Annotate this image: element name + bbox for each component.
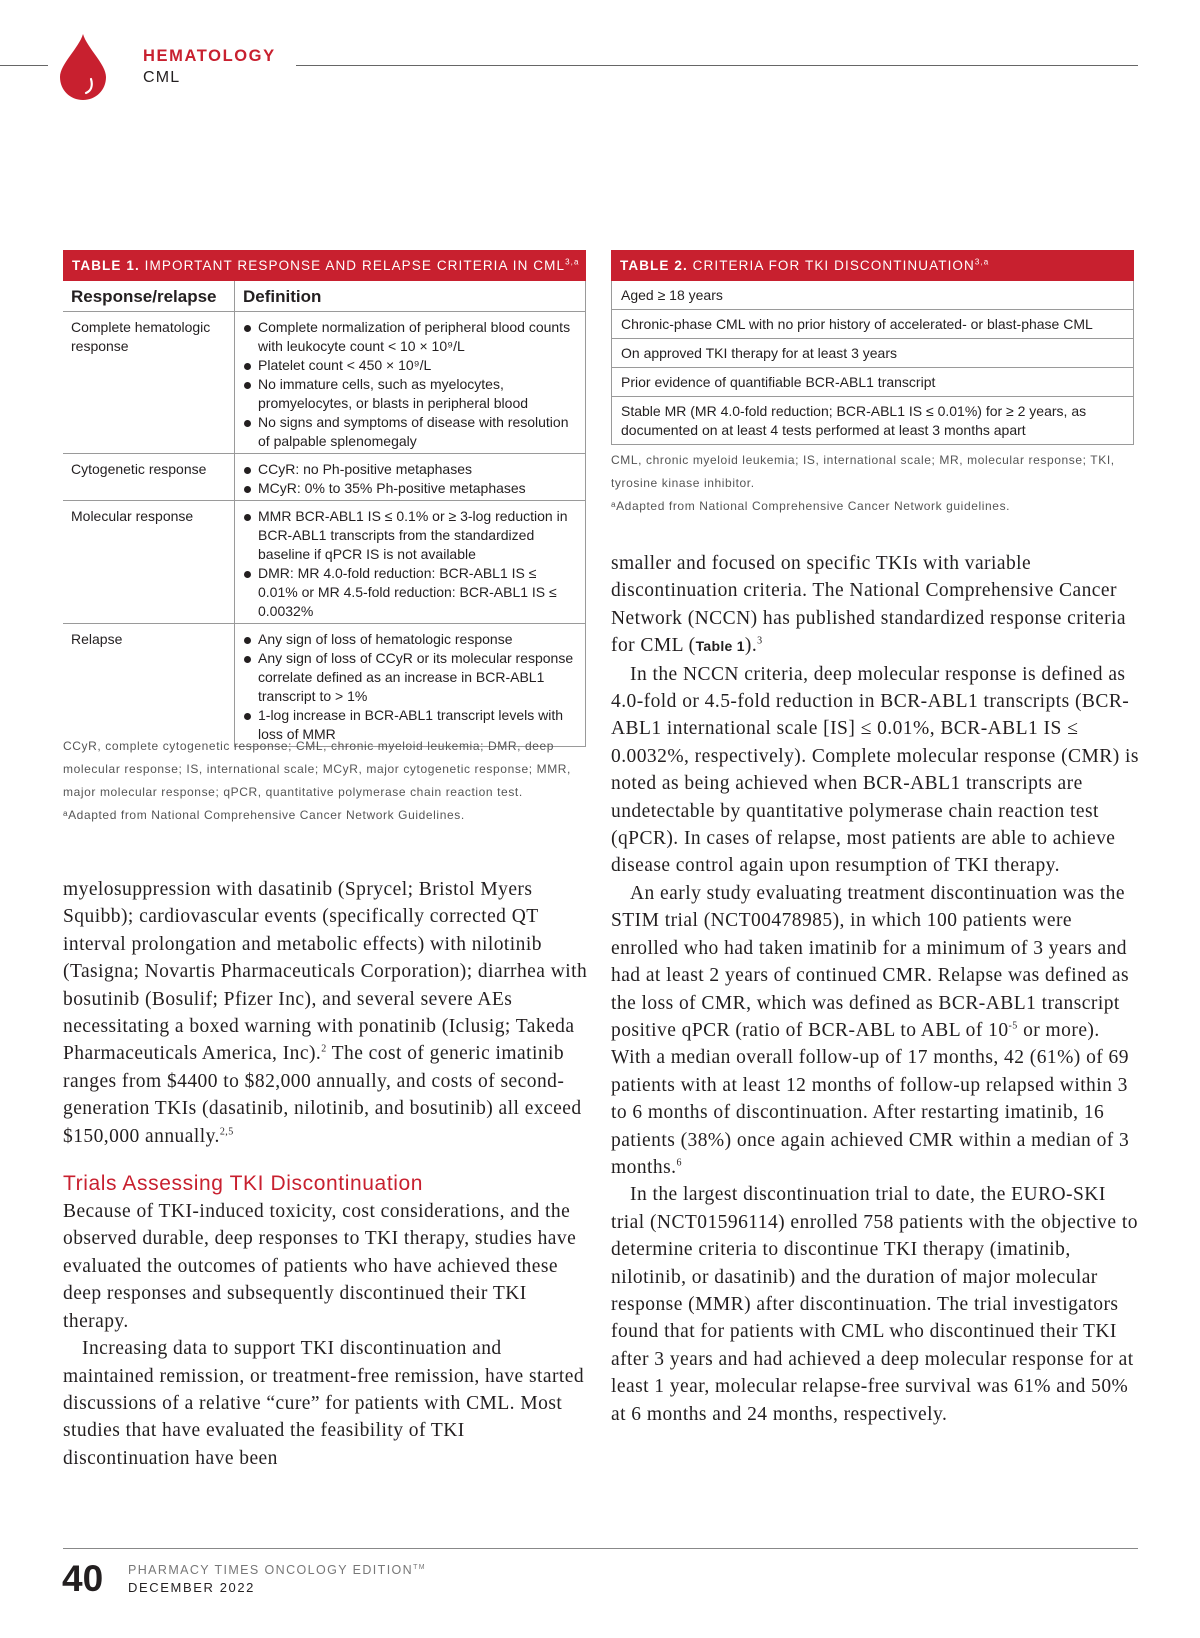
publication-name: [128, 1563, 426, 1577]
table-1-abbreviations: CCyR, complete cytogenetic response; CML, chronic myeloid leukemia; DMR, deep molecular response; IS, international scale; MCyR, major cytogenetic response; MMR, major molecular response; qPCR, quantitative polymerase chain reaction test.: [63, 739, 571, 799]
list-item: MMR BCR-ABL1 IS ≤ 0.1% or ≥ 3-log reduction in BCR-ABL1 transcripts from the standardized baseline if qPCR IS is not available: [243, 507, 577, 564]
table-1-col-header-term: Response/relapse: [63, 281, 235, 312]
footer-rule: [63, 1548, 1138, 1549]
table-2: [611, 250, 1134, 445]
table-cell-term: Cytogenetic response: [63, 454, 235, 501]
list-item: Complete normalization of peripheral blood counts with leukocyte count < 10 × 10⁹/L: [243, 318, 577, 356]
list-item: No immature cells, such as myelocytes, promyelocytes, or blasts in peripheral blood: [243, 375, 577, 413]
header-rule-left: [0, 65, 48, 66]
body-paragraph: In the largest discontinuation trial to date, the EURO-SKI trial (NCT01596114) enrolled 758 patients with the objective to determine criteria to discontinue TKI therapy (imatinib, nilotinib, or dasatinib) and the duration of major molecular response (MMR) after discontinuation. The trial investigators found that for patients with CML who discontinued their TKI after 3 years and had achieved a deep molecular response for at least 1 year, molecular relapse-free survival was 61% and 50% at 6 months and 24 months, respectively.: [611, 1184, 1138, 1425]
publication-title: PHARMACY TIMES ONCOLOGY EDITION: [128, 1563, 414, 1577]
right-column: [611, 550, 1141, 1428]
table-row: [63, 312, 585, 454]
table-2-title: [611, 250, 1134, 281]
table-row: [612, 339, 1134, 368]
paragraph-text: smaller and focused on specific TKIs with variable discontinuation criteria. The National Comprehensive Cancer Network (NCCN) has published standardized response criteria for CML (: [611, 553, 1126, 657]
subsection-label: CML: [143, 69, 181, 86]
body-paragraph: In the NCCN criteria, deep molecular response is defined as 4.0-fold or 4.5-fold reduction in BCR-ABL1 transcripts (BCR-ABL1 international scale [IS] ≤ 0.01%, BCR-ABL1 IS ≤ 0.0032%, respectively). Complete molecular response (CMR) is noted as being achieved when BCR-ABL1 transcripts are undetectable by quantitative polymerase chain reaction test (qPCR). In cases of relapse, most patients are able to achieve disease control again upon resumption of TKI therapy.: [611, 663, 1139, 877]
trademark: TM: [413, 1563, 427, 1571]
section-heading: Trials Assessing TKI Discontinuation: [63, 1172, 424, 1196]
table-cell-definition: [235, 624, 586, 747]
table-1-grid: [63, 281, 585, 747]
definition-list: [243, 507, 577, 621]
header-rule-right: [296, 65, 1138, 66]
table-2-footnote: [611, 449, 1151, 518]
list-item: MCyR: 0% to 35% Ph-positive metaphases: [243, 479, 577, 498]
table-2-title-sup: 3,a: [974, 257, 990, 267]
body-paragraph: [611, 550, 1141, 661]
table-1-source-note: ᵃAdapted from National Comprehensive Cancer Network Guidelines.: [63, 808, 465, 822]
paragraph-text: myelosuppression with dasatinib (Sprycel; Bristol Myers Squibb); cardiovascular events (specifically corrected QT interval prolongation and metabolic effects) with nilotinib (Tasigna; Novartis Pharmaceuticals Corporation); diarrhea with bosutinib (Bosulif; Pfizer Inc), and several severe AEs necessitating a boxed warning with ponatinib (Iclusig; Takeda Pharmaceuticals America, Inc).: [63, 879, 588, 1065]
table-1-body: [63, 281, 586, 747]
table-cell-definition: [235, 454, 586, 501]
table-reference: Table 1: [695, 638, 745, 655]
table-1-title-sup: 3,a: [565, 257, 580, 267]
table-1: [63, 250, 586, 747]
paragraph-text: An early study evaluating treatment discontinuation was the STIM trial (NCT00478985), in which 100 patients were enrolled who had taken imatinib for a minimum of 3 years and had at least 2 years of continued CMR. Relapse was defined as the loss of CMR, which was defined as BCR-ABL1 transcript positive qPCR (ratio of BCR-ABL to ABL of 10: [611, 882, 1130, 1041]
table-1-col-header-definition: Definition: [235, 281, 586, 312]
definition-list: [243, 630, 577, 744]
blood-drop-shape: [60, 34, 106, 100]
list-item: Any sign of loss of hematologic response: [243, 630, 577, 649]
table-cell: Stable MR (MR 4.0-fold reduction; BCR-ABL1 IS ≤ 0.01%) for ≥ 2 years, as documented on at least 4 tests performed at least 3 months apart: [612, 397, 1134, 445]
citation: 6: [676, 1157, 682, 1169]
table-row: [612, 310, 1134, 339]
table-row: [612, 281, 1134, 310]
table-row: [63, 624, 585, 747]
list-item: 1-log increase in BCR-ABL1 transcript levels with loss of MMR: [243, 706, 577, 744]
exponent: -5: [1008, 1020, 1018, 1032]
table-2-source-note: ᵃAdapted from National Comprehensive Cancer Network guidelines.: [611, 499, 1011, 513]
table-1-label: TABLE 1.: [72, 258, 140, 273]
table-cell-definition: [235, 312, 586, 454]
table-cell-term: Complete hematologic response: [63, 312, 235, 454]
definition-list: [243, 318, 577, 451]
body-paragraph: Because of TKI-induced toxicity, cost considerations, and the observed durable, deep responses to TKI therapy, studies have evaluated the outcomes of patients who have achieved these deep responses and subsequently discontinued their TKI therapy.: [63, 1201, 577, 1332]
body-paragraph: [611, 880, 1141, 1181]
blood-drop-icon: [60, 34, 106, 100]
table-row: [63, 454, 585, 501]
body-paragraph: [63, 876, 593, 1150]
table-2-title-text: CRITERIA FOR TKI DISCONTINUATION: [687, 258, 975, 273]
table-1-footnote: [63, 735, 603, 827]
list-item: Any sign of loss of CCyR or its molecular response correlate defined as an increase in BCR-ABL1 transcript to > 1%: [243, 649, 577, 706]
list-item: Platelet count < 450 × 10⁹/L: [243, 356, 577, 375]
page-number: 40: [62, 1558, 104, 1599]
list-item: No signs and symptoms of disease with resolution of palpable splenomegaly: [243, 413, 577, 451]
table-2-label: TABLE 2.: [620, 258, 688, 273]
paragraph-text: The cost of generic imatinib ranges from $4400 to $82,000 annually, and costs of second-generation TKIs (dasatinib, nilotinib, and bosutinib) all exceed $150,000 annually.: [63, 1043, 582, 1147]
left-column: [63, 876, 593, 1472]
table-cell: Prior evidence of quantifiable BCR-ABL1 transcript: [612, 368, 1134, 397]
table-1-title-text: IMPORTANT RESPONSE AND RELAPSE CRITERIA IN CML: [139, 258, 566, 273]
table-cell-definition: [235, 501, 586, 624]
citation: 3: [757, 635, 763, 647]
table-1-title: [63, 250, 586, 281]
table-cell-term: Molecular response: [63, 501, 235, 624]
table-cell-term: Relapse: [63, 624, 235, 747]
paragraph-text: ).: [744, 635, 758, 657]
list-item: CCyR: no Ph-positive metaphases: [243, 460, 577, 479]
list-item: DMR: MR 4.0-fold reduction: BCR-ABL1 IS ≤ 0.01% or MR 4.5-fold reduction: BCR-ABL1 IS ≤ 0.0032%: [243, 564, 577, 621]
paragraph-text: or more). With a median overall follow-up of 17 months, 42 (61%) of 69 patients with at least 12 months of follow-up relapsed within 3 to 6 months of discontinuation. After restarting imatinib, 16 patients (38%) once again achieved CMR within a median of 3 months.: [611, 1019, 1130, 1178]
definition-list: [243, 460, 577, 498]
table-row: [63, 501, 585, 624]
body-paragraph: Increasing data to support TKI discontinuation and maintained remission, or treatment-free remission, have started discussions of a relative “cure” for patients with CML. Most studies that have evaluated the feasibility of TKI discontinuation have been: [63, 1338, 585, 1469]
table-cell: Chronic-phase CML with no prior history of accelerated- or blast-phase CML: [612, 310, 1134, 339]
table-cell: Aged ≥ 18 years: [612, 281, 1134, 310]
section-label: HEMATOLOGY: [143, 47, 276, 65]
citation: 2,5: [219, 1126, 234, 1138]
table-row: [612, 368, 1134, 397]
citation: 2: [321, 1043, 327, 1055]
table-cell: On approved TKI therapy for at least 3 years: [612, 339, 1134, 368]
table-2-grid: [611, 281, 1134, 445]
table-2-abbreviations: CML, chronic myeloid leukemia; IS, international scale; MR, molecular response; TKI, tyrosine kinase inhibitor.: [611, 453, 1115, 490]
table-row: [612, 397, 1134, 445]
table-1-header-row: [63, 281, 585, 312]
issue-date: DECEMBER 2022: [128, 1580, 256, 1595]
